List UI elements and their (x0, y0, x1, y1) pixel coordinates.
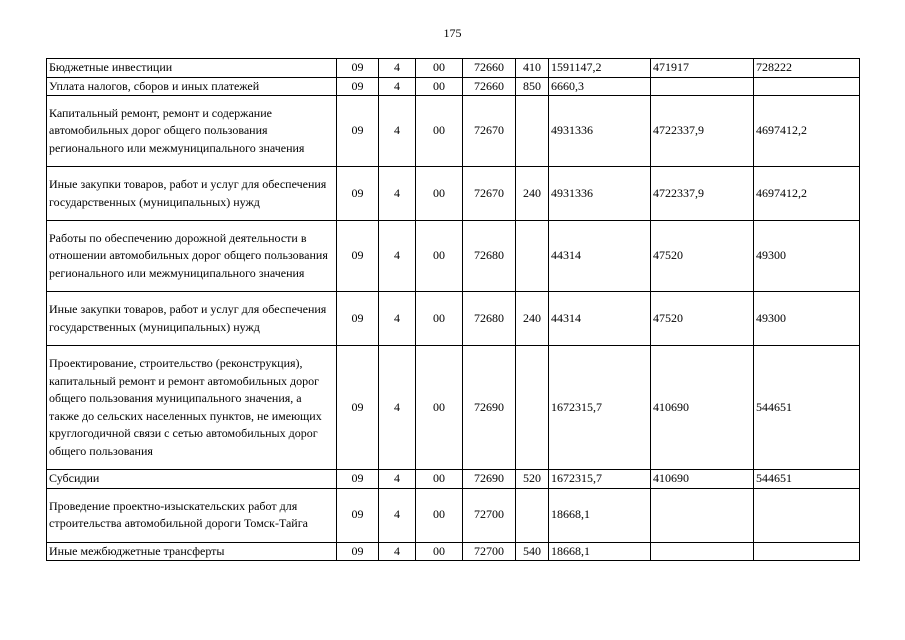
amount-year-1: 4931336 (549, 96, 651, 167)
amount-year-2: 4722337,9 (651, 96, 754, 167)
amount-year-3: 728222 (754, 59, 860, 78)
amount-year-1: 6660,3 (549, 77, 651, 96)
page-number: 175 (443, 26, 462, 40)
amount-year-1: 18668,1 (549, 488, 651, 542)
table-row (47, 292, 860, 346)
amount-year-3: 4697412,2 (754, 167, 860, 221)
amount-year-2: 4722337,9 (651, 167, 754, 221)
row-name: Капитальный ремонт, ремонт и содержание автомобильных дорог общего пользования регионального или межмуниципального значения (47, 96, 337, 167)
amount-year-3: 544651 (754, 470, 860, 489)
section-code: 09 (337, 59, 379, 78)
target-code: 72680 (463, 221, 516, 292)
row-name: Субсидии (47, 470, 337, 489)
expense-type-code: 240 (516, 292, 549, 346)
table-row (47, 470, 860, 489)
subsection-code: 4 (379, 470, 416, 489)
row-name: Работы по обеспечению дорожной деятельности в отношении автомобильных дорог общего пользования регионального или межмуниципального значения (47, 221, 337, 292)
program-code: 00 (416, 59, 463, 78)
row-name: Иные закупки товаров, работ и услуг для обеспечения государственных (муниципальных) нужд (47, 292, 337, 346)
amount-year-3 (754, 488, 860, 542)
expense-type-code: 520 (516, 470, 549, 489)
target-code: 72690 (463, 346, 516, 470)
amount-year-2: 471917 (651, 59, 754, 78)
subsection-code: 4 (379, 346, 416, 470)
section-code: 09 (337, 167, 379, 221)
target-code: 72700 (463, 488, 516, 542)
section-code: 09 (337, 77, 379, 96)
table-row (47, 59, 860, 78)
amount-year-1: 44314 (549, 292, 651, 346)
amount-year-1: 4931336 (549, 167, 651, 221)
amount-year-2: 47520 (651, 221, 754, 292)
table-body (47, 59, 860, 561)
program-code: 00 (416, 96, 463, 167)
amount-year-2: 410690 (651, 470, 754, 489)
amount-year-1: 1591147,2 (549, 59, 651, 78)
program-code: 00 (416, 167, 463, 221)
table-row (47, 221, 860, 292)
section-code: 09 (337, 542, 379, 561)
table-row (47, 346, 860, 470)
subsection-code: 4 (379, 292, 416, 346)
program-code: 00 (416, 292, 463, 346)
table-row (47, 488, 860, 542)
program-code: 00 (416, 346, 463, 470)
amount-year-2 (651, 77, 754, 96)
subsection-code: 4 (379, 221, 416, 292)
row-name: Проектирование, строительство (реконструкция), капитальный ремонт и ремонт автомобильных дорог общего пользования муниципального значения, а также до сельских населенных пунктов, не имеющих круглогодичной связи с сетью автомобильных дорог общего пользования (47, 346, 337, 470)
amount-year-2: 410690 (651, 346, 754, 470)
subsection-code: 4 (379, 167, 416, 221)
target-code: 72670 (463, 96, 516, 167)
amount-year-3: 49300 (754, 292, 860, 346)
table-row (47, 167, 860, 221)
subsection-code: 4 (379, 59, 416, 78)
row-name: Уплата налогов, сборов и иных платежей (47, 77, 337, 96)
amount-year-3 (754, 77, 860, 96)
amount-year-1: 1672315,7 (549, 346, 651, 470)
section-code: 09 (337, 470, 379, 489)
amount-year-2 (651, 488, 754, 542)
section-code: 09 (337, 488, 379, 542)
subsection-code: 4 (379, 542, 416, 561)
target-code: 72700 (463, 542, 516, 561)
subsection-code: 4 (379, 96, 416, 167)
table-row (47, 542, 860, 561)
row-name: Иные закупки товаров, работ и услуг для обеспечения государственных (муниципальных) нужд (47, 167, 337, 221)
expense-type-code (516, 221, 549, 292)
expense-type-code: 540 (516, 542, 549, 561)
target-code: 72670 (463, 167, 516, 221)
section-code: 09 (337, 221, 379, 292)
expense-type-code (516, 346, 549, 470)
program-code: 00 (416, 77, 463, 96)
amount-year-2 (651, 542, 754, 561)
target-code: 72660 (463, 77, 516, 96)
amount-year-2: 47520 (651, 292, 754, 346)
section-code: 09 (337, 96, 379, 167)
row-name: Бюджетные инвестиции (47, 59, 337, 78)
expense-type-code (516, 96, 549, 167)
expense-type-code: 240 (516, 167, 549, 221)
amount-year-1: 44314 (549, 221, 651, 292)
section-code: 09 (337, 292, 379, 346)
subsection-code: 4 (379, 488, 416, 542)
expense-type-code: 410 (516, 59, 549, 78)
amount-year-3: 544651 (754, 346, 860, 470)
amount-year-1: 18668,1 (549, 542, 651, 561)
section-code: 09 (337, 346, 379, 470)
table-row (47, 77, 860, 96)
subsection-code: 4 (379, 77, 416, 96)
budget-table (46, 58, 860, 561)
target-code: 72680 (463, 292, 516, 346)
amount-year-3: 4697412,2 (754, 96, 860, 167)
amount-year-1: 1672315,7 (549, 470, 651, 489)
program-code: 00 (416, 488, 463, 542)
expense-type-code (516, 488, 549, 542)
target-code: 72660 (463, 59, 516, 78)
program-code: 00 (416, 221, 463, 292)
target-code: 72690 (463, 470, 516, 489)
program-code: 00 (416, 542, 463, 561)
expense-type-code: 850 (516, 77, 549, 96)
row-name: Проведение проектно-изыскательских работ для строительства автомобильной дороги Томск-Тайга (47, 488, 337, 542)
program-code: 00 (416, 470, 463, 489)
amount-year-3 (754, 542, 860, 561)
row-name: Иные межбюджетные трансферты (47, 542, 337, 561)
amount-year-3: 49300 (754, 221, 860, 292)
table-row (47, 96, 860, 167)
